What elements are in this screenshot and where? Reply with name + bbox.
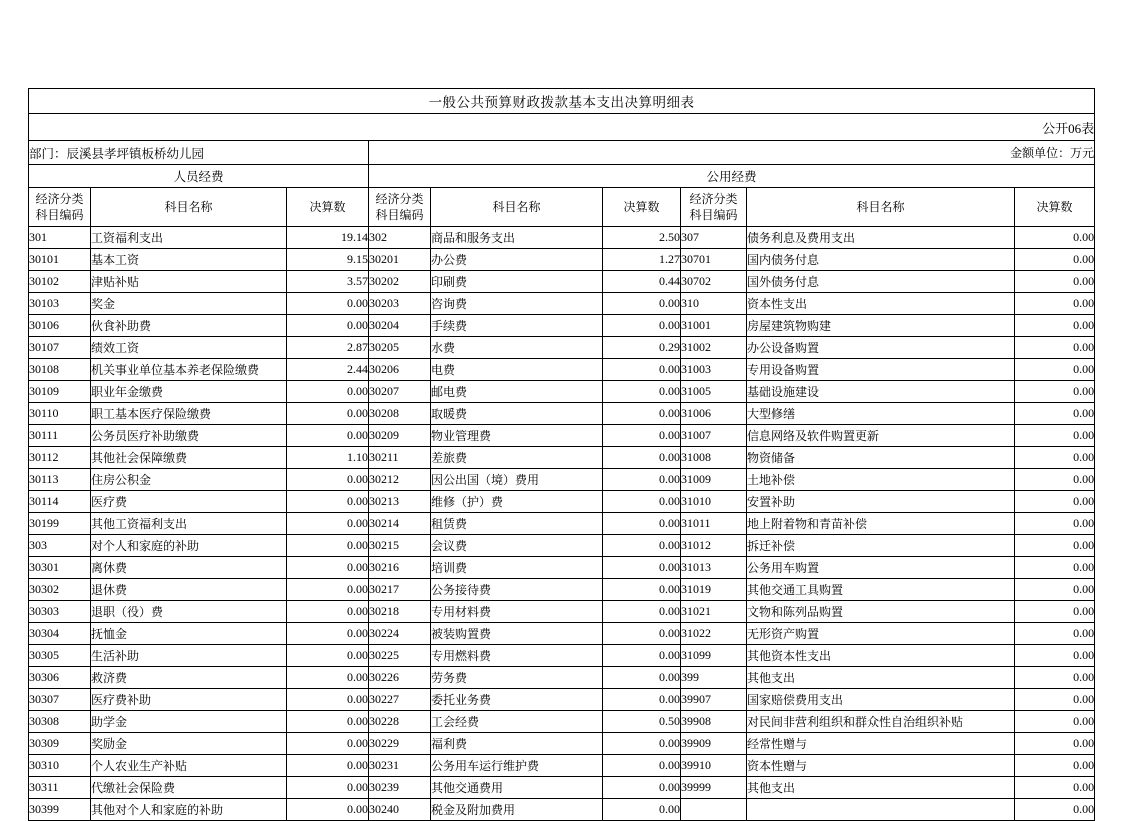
header-name-personnel: 科目名称 xyxy=(91,188,287,227)
table-body xyxy=(29,227,1095,821)
row-amount-capital: 0.00 xyxy=(1015,579,1095,601)
form-number: 公开06表 xyxy=(29,114,1095,141)
row-code-capital: 30702 xyxy=(681,271,747,293)
row-code-capital: 31012 xyxy=(681,535,747,557)
row-name-goods: 办公费 xyxy=(431,249,603,271)
row-amount-personnel: 0.00 xyxy=(287,667,369,689)
row-name-goods: 其他交通费用 xyxy=(431,777,603,799)
title-row xyxy=(29,89,1095,114)
row-amount-goods: 0.00 xyxy=(603,491,681,513)
header-code-goods: 经济分类 科目编码 xyxy=(369,188,431,227)
row-amount-personnel: 0.00 xyxy=(287,469,369,491)
row-amount-capital: 0.00 xyxy=(1015,491,1095,513)
row-amount-personnel: 0.00 xyxy=(287,645,369,667)
row-name-capital: 专用设备购置 xyxy=(747,359,1015,381)
row-name-personnel: 退休费 xyxy=(91,579,287,601)
row-code-goods: 30239 xyxy=(369,777,431,799)
row-name-capital: 国外债务付息 xyxy=(747,271,1015,293)
row-name-goods: 税金及附加费用 xyxy=(431,799,603,821)
row-code-goods: 30228 xyxy=(369,711,431,733)
row-amount-capital: 0.00 xyxy=(1015,381,1095,403)
row-name-personnel: 救济费 xyxy=(91,667,287,689)
row-code-personnel: 30101 xyxy=(29,249,91,271)
row-code-personnel: 30399 xyxy=(29,799,91,821)
row-amount-capital: 0.00 xyxy=(1015,689,1095,711)
row-amount-personnel: 0.00 xyxy=(287,315,369,337)
row-code-personnel: 30109 xyxy=(29,381,91,403)
row-code-personnel: 30112 xyxy=(29,447,91,469)
row-code-capital: 31003 xyxy=(681,359,747,381)
row-name-capital: 国家赔偿费用支出 xyxy=(747,689,1015,711)
row-code-goods: 30201 xyxy=(369,249,431,271)
row-name-capital: 对民间非营利组织和群众性自治组织补贴 xyxy=(747,711,1015,733)
row-amount-capital: 0.00 xyxy=(1015,227,1095,249)
row-code-goods: 30203 xyxy=(369,293,431,315)
row-amount-goods: 0.00 xyxy=(603,645,681,667)
table-row xyxy=(29,425,1095,447)
table-row xyxy=(29,227,1095,249)
row-code-personnel: 30307 xyxy=(29,689,91,711)
row-code-goods: 30202 xyxy=(369,271,431,293)
row-amount-capital: 0.00 xyxy=(1015,293,1095,315)
row-name-personnel: 职业年金缴费 xyxy=(91,381,287,403)
row-amount-personnel: 0.00 xyxy=(287,623,369,645)
row-name-goods: 差旅费 xyxy=(431,447,603,469)
row-amount-goods: 0.00 xyxy=(603,359,681,381)
page-title: 一般公共预算财政拨款基本支出决算明细表 xyxy=(29,89,1095,114)
row-code-personnel: 30108 xyxy=(29,359,91,381)
row-code-personnel: 30302 xyxy=(29,579,91,601)
row-code-goods: 30213 xyxy=(369,491,431,513)
row-name-personnel: 伙食补助费 xyxy=(91,315,287,337)
row-amount-personnel: 0.00 xyxy=(287,513,369,535)
row-amount-capital: 0.00 xyxy=(1015,557,1095,579)
budget-detail-table xyxy=(28,88,1095,821)
row-name-goods: 租赁费 xyxy=(431,513,603,535)
row-name-personnel: 奖励金 xyxy=(91,733,287,755)
row-code-goods: 30227 xyxy=(369,689,431,711)
row-code-personnel: 30102 xyxy=(29,271,91,293)
table-row xyxy=(29,689,1095,711)
header-code-personnel: 经济分类 科目编码 xyxy=(29,188,91,227)
row-amount-goods: 0.00 xyxy=(603,579,681,601)
row-amount-personnel: 0.00 xyxy=(287,689,369,711)
row-code-goods: 30218 xyxy=(369,601,431,623)
row-name-personnel: 基本工资 xyxy=(91,249,287,271)
row-amount-personnel: 0.00 xyxy=(287,601,369,623)
row-amount-goods: 2.50 xyxy=(603,227,681,249)
row-amount-personnel: 3.57 xyxy=(287,271,369,293)
row-code-capital: 307 xyxy=(681,227,747,249)
row-name-goods: 因公出国（境）费用 xyxy=(431,469,603,491)
table-row xyxy=(29,469,1095,491)
header-amount-capital: 决算数 xyxy=(1015,188,1095,227)
row-amount-personnel: 0.00 xyxy=(287,755,369,777)
row-code-goods: 30240 xyxy=(369,799,431,821)
row-code-personnel: 30114 xyxy=(29,491,91,513)
table-row xyxy=(29,337,1095,359)
row-name-goods: 公务用车运行维护费 xyxy=(431,755,603,777)
row-code-capital: 31007 xyxy=(681,425,747,447)
row-code-capital: 30701 xyxy=(681,249,747,271)
amount-unit: 金额单位：万元 xyxy=(369,141,1095,165)
column-header-row xyxy=(29,188,1095,227)
group-personnel: 人员经费 xyxy=(29,165,369,188)
row-amount-goods: 0.00 xyxy=(603,777,681,799)
row-code-goods: 30216 xyxy=(369,557,431,579)
row-name-personnel: 工资福利支出 xyxy=(91,227,287,249)
row-code-personnel: 30310 xyxy=(29,755,91,777)
row-amount-goods: 0.44 xyxy=(603,271,681,293)
row-amount-capital: 0.00 xyxy=(1015,469,1095,491)
row-amount-goods: 0.00 xyxy=(603,535,681,557)
row-amount-personnel: 0.00 xyxy=(287,381,369,403)
row-name-capital: 债务利息及费用支出 xyxy=(747,227,1015,249)
row-code-personnel: 30305 xyxy=(29,645,91,667)
row-amount-capital: 0.00 xyxy=(1015,447,1095,469)
row-name-capital: 资本性赠与 xyxy=(747,755,1015,777)
row-amount-capital: 0.00 xyxy=(1015,667,1095,689)
table-row xyxy=(29,799,1095,821)
row-code-personnel: 30103 xyxy=(29,293,91,315)
row-name-goods: 取暖费 xyxy=(431,403,603,425)
row-amount-goods: 0.00 xyxy=(603,733,681,755)
group-header-row xyxy=(29,165,1095,188)
row-code-personnel: 30111 xyxy=(29,425,91,447)
row-code-goods: 30214 xyxy=(369,513,431,535)
row-code-capital: 31006 xyxy=(681,403,747,425)
row-amount-capital: 0.00 xyxy=(1015,601,1095,623)
row-name-capital: 公务用车购置 xyxy=(747,557,1015,579)
row-code-capital: 31011 xyxy=(681,513,747,535)
row-name-personnel: 助学金 xyxy=(91,711,287,733)
row-name-capital: 文物和陈列品购置 xyxy=(747,601,1015,623)
row-amount-capital: 0.00 xyxy=(1015,535,1095,557)
row-name-capital: 经常性赠与 xyxy=(747,733,1015,755)
table-row xyxy=(29,755,1095,777)
row-name-personnel: 医疗费 xyxy=(91,491,287,513)
row-amount-goods: 0.50 xyxy=(603,711,681,733)
row-name-capital: 无形资产购置 xyxy=(747,623,1015,645)
row-code-goods: 30217 xyxy=(369,579,431,601)
row-amount-personnel: 0.00 xyxy=(287,579,369,601)
table-row xyxy=(29,513,1095,535)
row-name-goods: 福利费 xyxy=(431,733,603,755)
row-name-capital: 信息网络及软件购置更新 xyxy=(747,425,1015,447)
row-code-goods: 30208 xyxy=(369,403,431,425)
row-amount-personnel: 2.87 xyxy=(287,337,369,359)
table-row xyxy=(29,601,1095,623)
table-row xyxy=(29,359,1095,381)
table-row xyxy=(29,447,1095,469)
row-name-goods: 委托业务费 xyxy=(431,689,603,711)
row-amount-capital: 0.00 xyxy=(1015,359,1095,381)
table-row xyxy=(29,733,1095,755)
row-amount-goods: 0.00 xyxy=(603,293,681,315)
row-code-personnel: 30303 xyxy=(29,601,91,623)
row-name-goods: 商品和服务支出 xyxy=(431,227,603,249)
row-name-goods: 邮电费 xyxy=(431,381,603,403)
row-amount-personnel: 0.00 xyxy=(287,491,369,513)
row-name-personnel: 代缴社会保险费 xyxy=(91,777,287,799)
row-name-capital: 拆迁补偿 xyxy=(747,535,1015,557)
row-code-goods: 30211 xyxy=(369,447,431,469)
row-amount-goods: 0.00 xyxy=(603,755,681,777)
table-row xyxy=(29,381,1095,403)
row-amount-personnel: 0.00 xyxy=(287,293,369,315)
row-name-goods: 维修（护）费 xyxy=(431,491,603,513)
row-code-personnel: 301 xyxy=(29,227,91,249)
row-name-personnel: 奖金 xyxy=(91,293,287,315)
row-amount-goods: 0.00 xyxy=(603,513,681,535)
row-code-capital: 310 xyxy=(681,293,747,315)
row-name-capital: 其他交通工具购置 xyxy=(747,579,1015,601)
row-code-capital: 31001 xyxy=(681,315,747,337)
row-code-goods: 30226 xyxy=(369,667,431,689)
row-name-personnel: 职工基本医疗保险缴费 xyxy=(91,403,287,425)
row-amount-personnel: 19.14 xyxy=(287,227,369,249)
row-name-capital: 国内债务付息 xyxy=(747,249,1015,271)
row-code-goods: 30209 xyxy=(369,425,431,447)
row-amount-personnel: 0.00 xyxy=(287,557,369,579)
table-row xyxy=(29,491,1095,513)
row-code-personnel: 30106 xyxy=(29,315,91,337)
row-name-capital: 办公设备购置 xyxy=(747,337,1015,359)
department-row xyxy=(29,141,1095,165)
row-code-personnel: 30107 xyxy=(29,337,91,359)
row-code-capital: 31010 xyxy=(681,491,747,513)
row-code-goods: 30204 xyxy=(369,315,431,337)
row-amount-goods: 0.00 xyxy=(603,667,681,689)
row-code-goods: 30207 xyxy=(369,381,431,403)
row-code-capital: 31021 xyxy=(681,601,747,623)
row-name-goods: 物业管理费 xyxy=(431,425,603,447)
row-amount-capital: 0.00 xyxy=(1015,403,1095,425)
row-amount-goods: 0.00 xyxy=(603,403,681,425)
row-name-personnel: 津贴补贴 xyxy=(91,271,287,293)
row-code-personnel: 303 xyxy=(29,535,91,557)
row-code-personnel: 30308 xyxy=(29,711,91,733)
row-amount-goods: 0.00 xyxy=(603,425,681,447)
row-code-personnel: 30113 xyxy=(29,469,91,491)
row-amount-capital: 0.00 xyxy=(1015,271,1095,293)
row-name-goods: 劳务费 xyxy=(431,667,603,689)
row-amount-goods: 0.00 xyxy=(603,447,681,469)
row-code-goods: 30215 xyxy=(369,535,431,557)
department-prefix: 部门： xyxy=(29,146,67,161)
row-name-personnel: 公务员医疗补助缴费 xyxy=(91,425,287,447)
row-amount-capital: 0.00 xyxy=(1015,623,1095,645)
header-amount-personnel: 决算数 xyxy=(287,188,369,227)
row-name-capital: 物资储备 xyxy=(747,447,1015,469)
row-name-goods: 电费 xyxy=(431,359,603,381)
table-row xyxy=(29,249,1095,271)
table-row xyxy=(29,777,1095,799)
row-name-capital: 其他支出 xyxy=(747,777,1015,799)
table-row xyxy=(29,711,1095,733)
row-code-personnel: 30301 xyxy=(29,557,91,579)
row-name-personnel: 其他对个人和家庭的补助 xyxy=(91,799,287,821)
row-name-personnel: 机关事业单位基本养老保险缴费 xyxy=(91,359,287,381)
row-name-capital: 大型修缮 xyxy=(747,403,1015,425)
row-name-goods: 咨询费 xyxy=(431,293,603,315)
row-code-personnel: 30304 xyxy=(29,623,91,645)
table-row xyxy=(29,535,1095,557)
row-code-capital: 39999 xyxy=(681,777,747,799)
row-amount-personnel: 9.15 xyxy=(287,249,369,271)
row-code-goods: 30231 xyxy=(369,755,431,777)
row-amount-capital: 0.00 xyxy=(1015,425,1095,447)
row-code-goods: 30229 xyxy=(369,733,431,755)
row-amount-personnel: 0.00 xyxy=(287,403,369,425)
department-label xyxy=(29,141,369,165)
row-amount-goods: 0.00 xyxy=(603,689,681,711)
row-name-capital: 地上附着物和青苗补偿 xyxy=(747,513,1015,535)
row-code-capital: 39908 xyxy=(681,711,747,733)
row-code-capital: 31009 xyxy=(681,469,747,491)
row-name-personnel: 住房公积金 xyxy=(91,469,287,491)
row-amount-capital: 0.00 xyxy=(1015,799,1095,821)
row-amount-goods: 0.00 xyxy=(603,601,681,623)
row-name-personnel: 离休费 xyxy=(91,557,287,579)
row-amount-capital: 0.00 xyxy=(1015,711,1095,733)
row-name-capital: 土地补偿 xyxy=(747,469,1015,491)
row-amount-capital: 0.00 xyxy=(1015,733,1095,755)
row-name-goods: 专用燃料费 xyxy=(431,645,603,667)
table-row xyxy=(29,623,1095,645)
row-name-personnel: 退职（役）费 xyxy=(91,601,287,623)
row-amount-personnel: 1.10 xyxy=(287,447,369,469)
row-amount-capital: 0.00 xyxy=(1015,249,1095,271)
row-amount-capital: 0.00 xyxy=(1015,315,1095,337)
row-amount-capital: 0.00 xyxy=(1015,337,1095,359)
row-amount-goods: 0.00 xyxy=(603,381,681,403)
row-amount-capital: 0.00 xyxy=(1015,645,1095,667)
row-code-capital: 399 xyxy=(681,667,747,689)
row-code-goods: 30212 xyxy=(369,469,431,491)
row-name-personnel: 医疗费补助 xyxy=(91,689,287,711)
row-code-personnel: 30311 xyxy=(29,777,91,799)
row-amount-personnel: 0.00 xyxy=(287,425,369,447)
row-amount-personnel: 0.00 xyxy=(287,777,369,799)
header-name-goods: 科目名称 xyxy=(431,188,603,227)
row-amount-personnel: 0.00 xyxy=(287,535,369,557)
row-name-capital: 其他资本性支出 xyxy=(747,645,1015,667)
row-name-capital: 其他支出 xyxy=(747,667,1015,689)
table-row xyxy=(29,645,1095,667)
row-name-personnel: 绩效工资 xyxy=(91,337,287,359)
row-amount-capital: 0.00 xyxy=(1015,777,1095,799)
row-code-capital: 31022 xyxy=(681,623,747,645)
row-code-goods: 30224 xyxy=(369,623,431,645)
row-amount-personnel: 2.44 xyxy=(287,359,369,381)
row-code-capital: 31013 xyxy=(681,557,747,579)
header-amount-goods: 决算数 xyxy=(603,188,681,227)
row-name-goods: 水费 xyxy=(431,337,603,359)
row-code-capital: 31005 xyxy=(681,381,747,403)
row-name-capital: 资本性支出 xyxy=(747,293,1015,315)
row-name-capital: 基础设施建设 xyxy=(747,381,1015,403)
row-code-capital: 31008 xyxy=(681,447,747,469)
row-code-goods: 302 xyxy=(369,227,431,249)
row-name-capital: 安置补助 xyxy=(747,491,1015,513)
row-name-capital: 房屋建筑物购建 xyxy=(747,315,1015,337)
row-name-goods: 手续费 xyxy=(431,315,603,337)
row-name-personnel: 对个人和家庭的补助 xyxy=(91,535,287,557)
row-name-personnel: 抚恤金 xyxy=(91,623,287,645)
row-amount-goods: 0.00 xyxy=(603,623,681,645)
row-code-personnel: 30110 xyxy=(29,403,91,425)
form-number-row xyxy=(29,114,1095,141)
row-name-goods: 工会经费 xyxy=(431,711,603,733)
row-code-goods: 30205 xyxy=(369,337,431,359)
row-amount-goods: 0.00 xyxy=(603,315,681,337)
row-amount-goods: 0.00 xyxy=(603,799,681,821)
row-code-goods: 30206 xyxy=(369,359,431,381)
table-row xyxy=(29,579,1095,601)
table-row xyxy=(29,293,1095,315)
row-name-personnel: 其他社会保障缴费 xyxy=(91,447,287,469)
row-amount-capital: 0.00 xyxy=(1015,513,1095,535)
header-name-capital: 科目名称 xyxy=(747,188,1015,227)
row-code-capital: 39910 xyxy=(681,755,747,777)
row-name-goods: 被装购置费 xyxy=(431,623,603,645)
row-amount-capital: 0.00 xyxy=(1015,755,1095,777)
row-amount-goods: 1.27 xyxy=(603,249,681,271)
row-name-goods: 公务接待费 xyxy=(431,579,603,601)
row-name-personnel: 生活补助 xyxy=(91,645,287,667)
header-code-capital: 经济分类 科目编码 xyxy=(681,188,747,227)
row-amount-personnel: 0.00 xyxy=(287,799,369,821)
row-code-capital: 39907 xyxy=(681,689,747,711)
row-amount-goods: 0.29 xyxy=(603,337,681,359)
row-code-goods: 30225 xyxy=(369,645,431,667)
department-name: 辰溪县孝坪镇板桥幼儿园 xyxy=(66,146,205,161)
row-name-goods: 专用材料费 xyxy=(431,601,603,623)
table-row xyxy=(29,403,1095,425)
row-code-personnel: 30309 xyxy=(29,733,91,755)
row-code-personnel: 30199 xyxy=(29,513,91,535)
row-code-capital: 31002 xyxy=(681,337,747,359)
row-code-capital: 39909 xyxy=(681,733,747,755)
row-amount-goods: 0.00 xyxy=(603,469,681,491)
table-row xyxy=(29,557,1095,579)
table-row xyxy=(29,271,1095,293)
row-name-goods: 会议费 xyxy=(431,535,603,557)
group-public: 公用经费 xyxy=(369,165,1095,188)
table-row xyxy=(29,667,1095,689)
row-name-goods: 印刷费 xyxy=(431,271,603,293)
row-amount-personnel: 0.00 xyxy=(287,733,369,755)
row-name-goods: 培训费 xyxy=(431,557,603,579)
row-code-personnel: 30306 xyxy=(29,667,91,689)
row-name-personnel: 个人农业生产补贴 xyxy=(91,755,287,777)
row-name-personnel: 其他工资福利支出 xyxy=(91,513,287,535)
row-amount-personnel: 0.00 xyxy=(287,711,369,733)
row-code-capital: 31099 xyxy=(681,645,747,667)
row-code-capital: 31019 xyxy=(681,579,747,601)
row-name-capital xyxy=(747,799,1015,821)
table-row xyxy=(29,315,1095,337)
row-amount-goods: 0.00 xyxy=(603,557,681,579)
row-code-capital xyxy=(681,799,747,821)
